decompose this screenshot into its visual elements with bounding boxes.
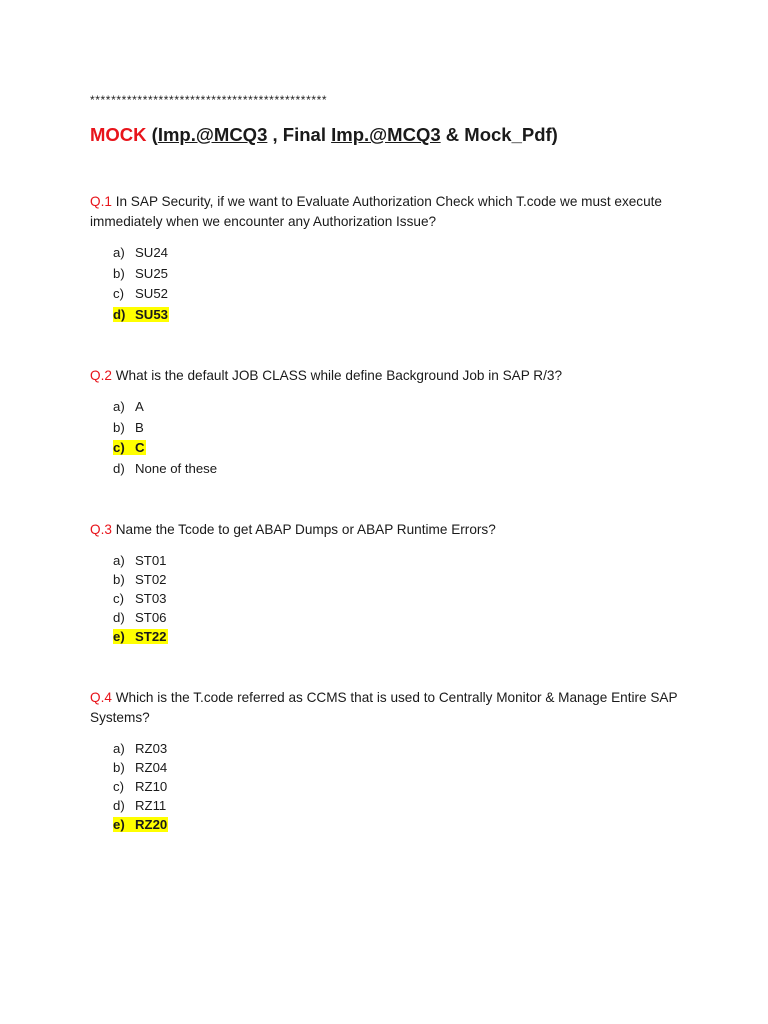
option-e-correct-answer: e) ST22: [113, 629, 167, 644]
question-1: [90, 192, 690, 232]
question-4-options: [113, 739, 168, 834]
title-end: & Mock_Pdf): [440, 124, 558, 145]
question-text: Which is the T.code referred as CCMS that is used to Centrally Monitor & Manage Entire SAP Systems?: [90, 690, 678, 725]
question-number: Q.2: [90, 368, 112, 383]
option-c: c) RZ10: [113, 779, 168, 794]
option-a: a) SU24: [113, 245, 168, 260]
option-d: d) None of these: [113, 460, 218, 476]
option-e-correct-answer: e) RZ20: [113, 817, 168, 832]
option-a: a) A: [113, 399, 144, 414]
option-c: c) SU52: [113, 286, 168, 301]
option-c-correct-answer: c) C: [113, 440, 145, 455]
title-mid: , Final: [267, 124, 332, 145]
page-title: [90, 124, 558, 146]
option-b: b) B: [113, 419, 144, 435]
option-d: d) ST06: [113, 610, 167, 625]
title-mock: MOCK: [90, 124, 147, 145]
option-d: d) RZ11: [113, 798, 167, 813]
option-b: b) SU25: [113, 265, 168, 281]
question-1-options: [113, 243, 169, 325]
option-b: b) RZ04: [113, 760, 168, 775]
question-number: Q.3: [90, 522, 112, 537]
option-a: a) RZ03: [113, 741, 168, 756]
question-text: In SAP Security, if we want to Evaluate Authorization Check which T.code we must execute immediately when we encounter any Authorization Issue?: [90, 194, 662, 229]
title-link-final-imp-mcq3[interactable]: Imp.@MCQ3: [331, 124, 441, 145]
question-2: [90, 366, 690, 386]
question-3-options: [113, 551, 168, 646]
option-c: c) ST03: [113, 591, 167, 606]
question-text: What is the default JOB CLASS while define Background Job in SAP R/3?: [111, 368, 563, 383]
question-text: Name the Tcode to get ABAP Dumps or ABAP Runtime Errors?: [111, 522, 496, 537]
question-3: [90, 520, 690, 540]
question-number: Q.4: [90, 690, 112, 705]
option-a: a) ST01: [113, 553, 167, 568]
asterisk-divider: *********************************************: [90, 93, 328, 107]
question-4: [90, 688, 690, 728]
title-open: (: [146, 124, 158, 145]
title-link-imp-mcq3[interactable]: Imp.@MCQ3: [157, 124, 268, 145]
question-number: Q.1: [90, 194, 112, 209]
option-d-correct-answer: d) SU53: [113, 306, 168, 322]
option-b: b) ST02: [113, 572, 167, 587]
question-2-options: [113, 397, 217, 479]
